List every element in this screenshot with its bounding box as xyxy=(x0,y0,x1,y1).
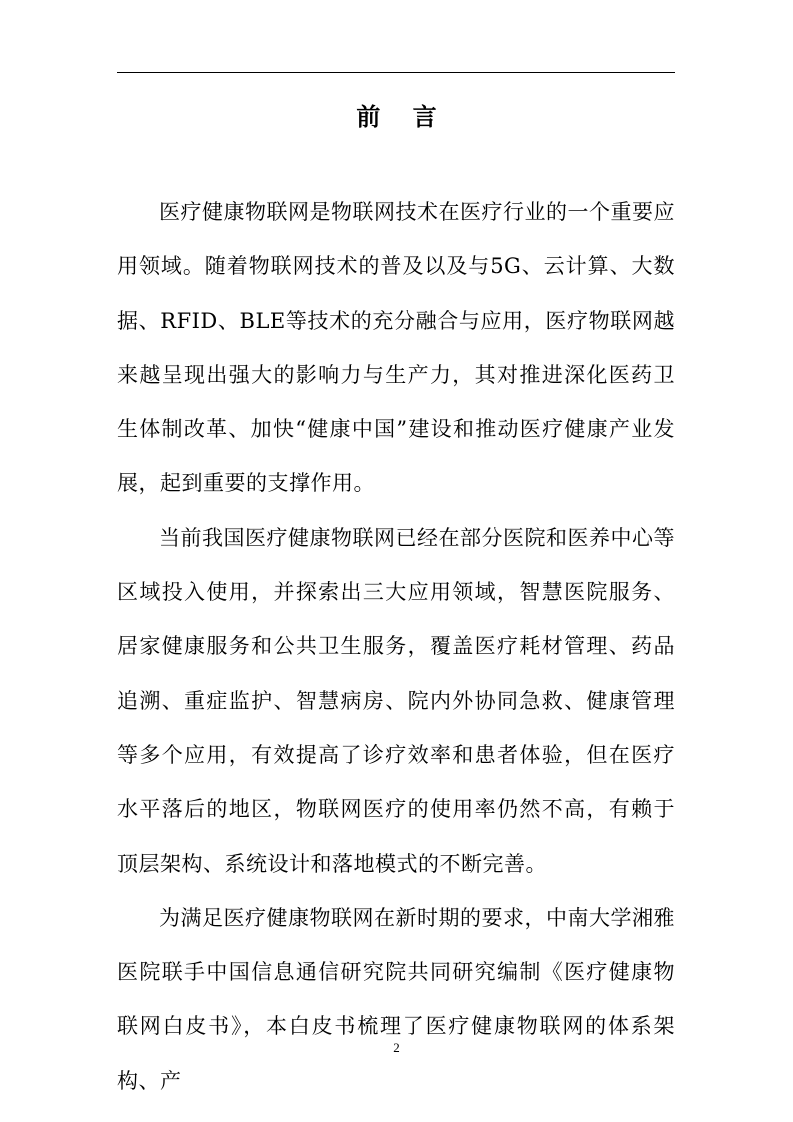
paragraph: 当前我国医疗健康物联网已经在部分医院和医养中心等区域投入使用，并探索出三大应用领域，智慧医院服务、居家健康服务和公共卫生服务，覆盖医疗耗材管理、药品追溯、重症监护、智慧病房、院内外协同急救、健康管理等多个应用，有效提高了诊疗效率和患者体验，但在医疗水平落后的地区，物联网医疗的使用率仍然不高，有赖于顶层架构、系统设计和落地模式的不断完善。 xyxy=(117,525,675,876)
paragraph: 医疗健康物联网是物联网技术在医疗行业的一个重要应用领域。随着物联网技术的普及以及与5G、云计算、大数据、RFID、BLE等技术的充分融合与应用，医疗物联网越来越呈现出强大的影响力与生产力，其对推进深化医药卫生体制改革、加快“健康中国”建设和推动医疗健康产业发展，起到重要的支撑作用。 xyxy=(117,200,675,496)
page-title: 前 言 xyxy=(356,102,449,131)
body-text xyxy=(117,185,675,1108)
paragraph: 为满足医疗健康物联网在新时期的要求，中南大学湘雅医院联手中国信息通信研究院共同研究编制《医疗健康物联网白皮书》，本白皮书梳理了医疗健康物联网的体系架构、产 xyxy=(117,905,675,1093)
header-rule xyxy=(117,72,675,73)
page-number: 2 xyxy=(393,1040,400,1055)
